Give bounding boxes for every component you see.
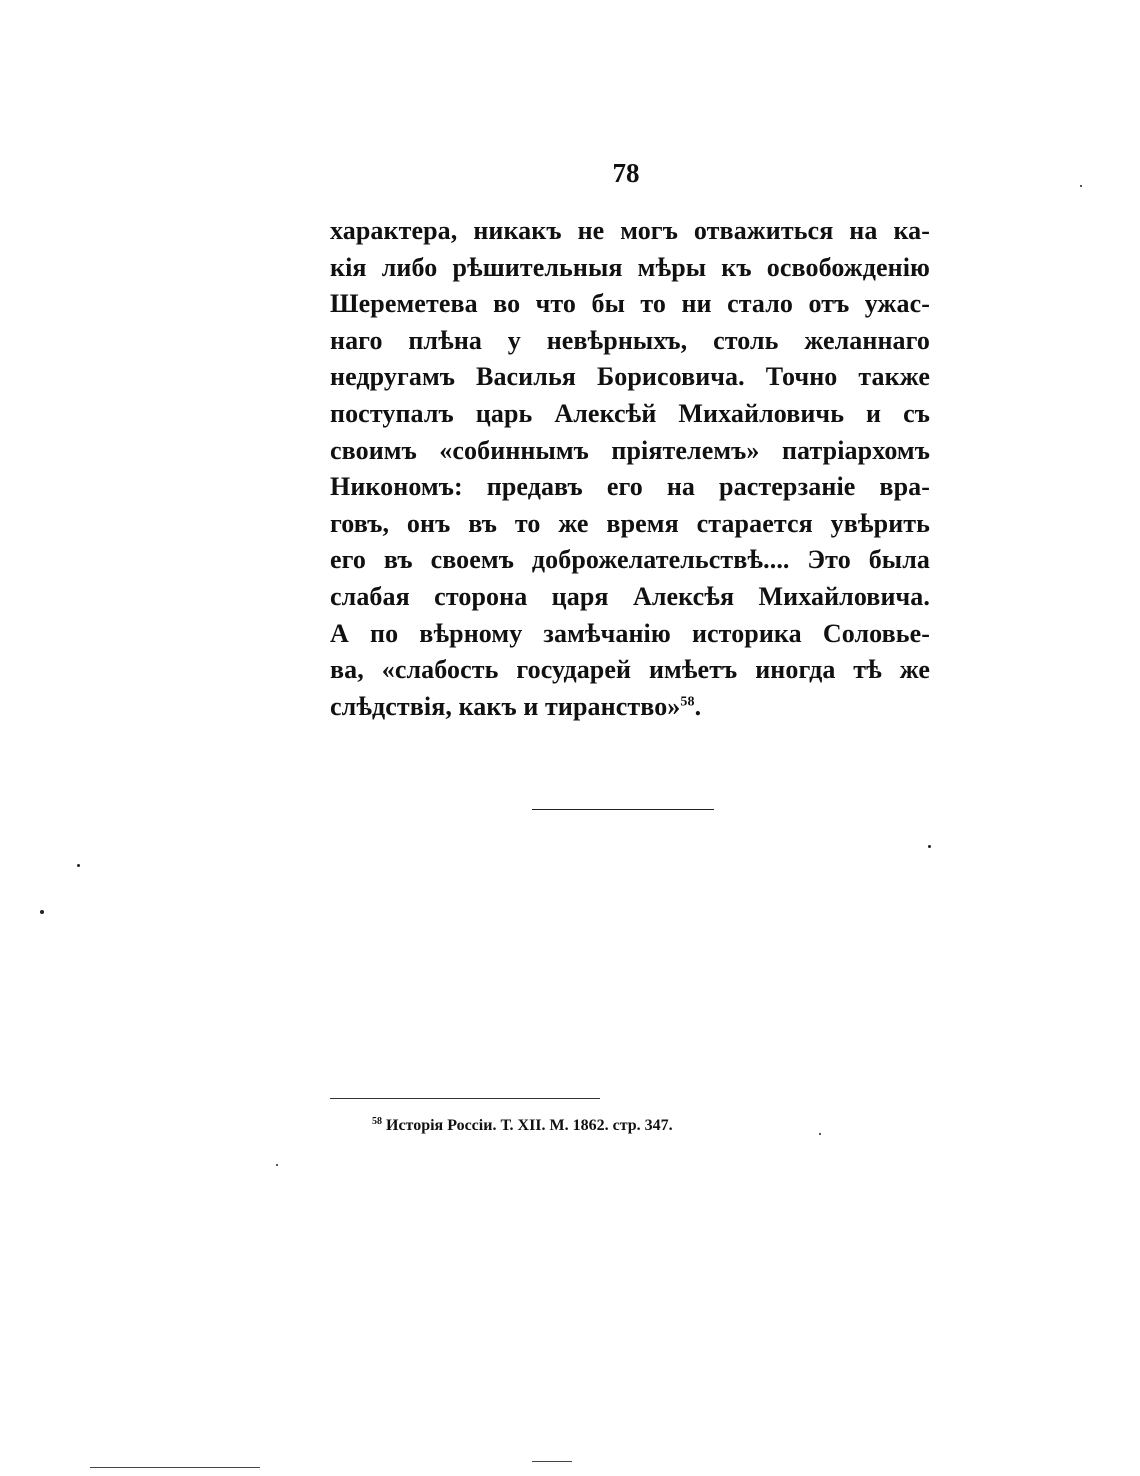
text-line: ва, «слабость государей имѣетъ иногда тѣ же bbox=[330, 655, 930, 685]
page-number: 78 bbox=[612, 158, 640, 188]
text-line: наго плѣна у невѣрныхъ, столь желаннаго bbox=[330, 325, 930, 355]
text-line: поступалъ царь Алексѣй Михайловичь и съ bbox=[330, 398, 930, 428]
scan-edge-mark bbox=[532, 1461, 572, 1462]
section-divider bbox=[532, 809, 714, 810]
footnote-reference: 58 bbox=[680, 694, 695, 710]
footnote-mark: 58 bbox=[372, 1115, 382, 1127]
footnote bbox=[372, 1117, 673, 1135]
text-line: Шереметева во что бы то ни стало отъ ужас- bbox=[330, 289, 930, 319]
text-line: Никономъ: предавъ его на растерзаніе вра- bbox=[330, 472, 930, 502]
scan-speck bbox=[1080, 185, 1082, 187]
body-text bbox=[330, 213, 930, 725]
scan-speck bbox=[77, 864, 80, 867]
scan-speck bbox=[928, 845, 931, 848]
footnote-text: Исторія Россіи. Т. XII. М. 1862. стр. 347. bbox=[386, 1117, 673, 1134]
footnote-divider bbox=[330, 1098, 600, 1099]
text-line: говъ, онъ въ то же время старается увѣрить bbox=[330, 508, 930, 538]
last-line-text: слѣдствія, какъ и тиранство» bbox=[330, 691, 681, 721]
text-line: своимъ «собиннымъ пріятелемъ» патріархомъ bbox=[330, 435, 930, 465]
scan-edge-mark bbox=[90, 1467, 260, 1468]
text-line: А по вѣрному замѣчанію историка Соловье- bbox=[330, 618, 930, 648]
text-line: слабая сторона царя Алексѣя Михайловича. bbox=[330, 581, 930, 611]
last-line-period: . bbox=[694, 691, 702, 721]
text-line-last bbox=[330, 689, 930, 726]
text-line: недругамъ Василья Борисовича. Точно также bbox=[330, 362, 930, 392]
text-line: характера, никакъ не могъ отважиться на ка- bbox=[330, 216, 930, 245]
text-line: его въ своемъ доброжелательствѣ.... Это была bbox=[330, 545, 930, 575]
text-line: кія либо рѣшительныя мѣры къ освобожденію bbox=[330, 252, 930, 282]
scan-speck bbox=[40, 910, 44, 914]
scan-speck bbox=[276, 1164, 278, 1166]
scan-speck bbox=[819, 1133, 821, 1135]
